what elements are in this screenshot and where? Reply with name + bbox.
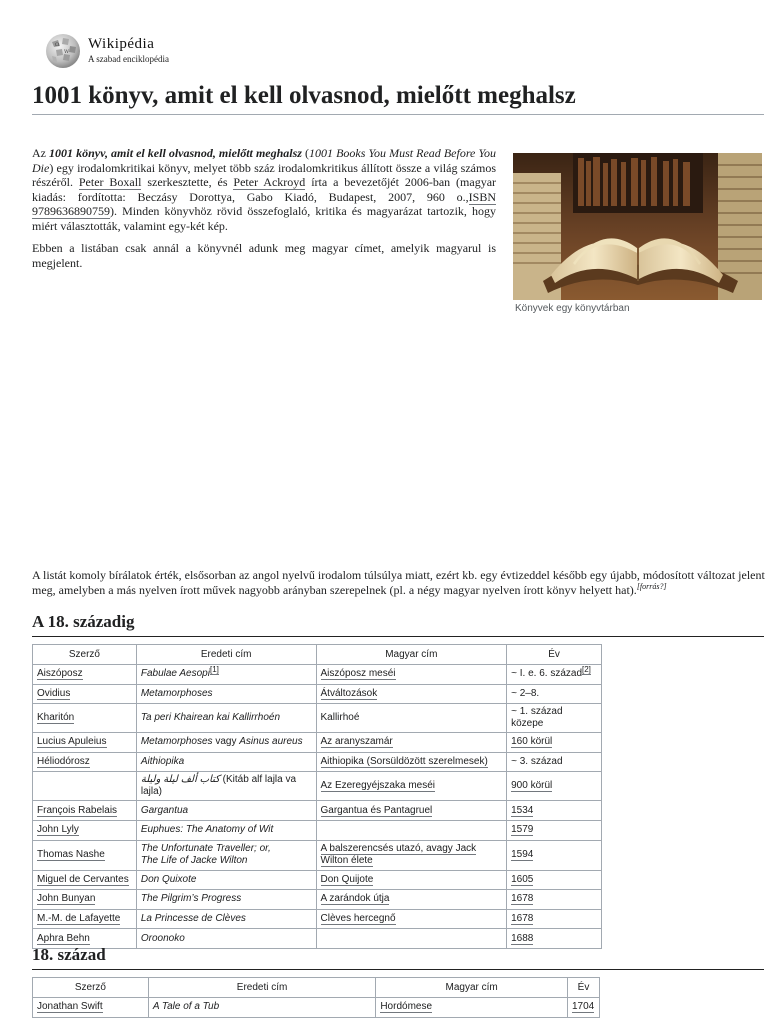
intro-paragraph-2: Ebben a listában csak annál a könyvnél adunk meg magyar címet, amelyik magyarul is megjelent. (32, 241, 496, 270)
year: ~ 1. század közepe (511, 706, 563, 730)
table-row (33, 890, 602, 910)
author-link[interactable]: John Lyly (37, 824, 79, 836)
col-author[interactable]: Szerző (33, 978, 149, 998)
author-link[interactable]: Lucius Apuleius (37, 736, 107, 748)
col-year[interactable]: Év (567, 978, 599, 998)
link-peter-boxall[interactable]: Peter Boxall (78, 175, 142, 189)
intro-title-bold: 1001 könyv, amit el kell olvasnod, mielőtt meghalsz (49, 146, 302, 160)
col-hungarian-title[interactable]: Magyar cím (316, 645, 507, 665)
year: ~ 3. század (511, 756, 563, 768)
table-header-row (33, 978, 600, 998)
original-title: The Pilgrim’s Progress (140, 893, 242, 905)
table-row (33, 909, 602, 929)
hungarian-title-link[interactable]: Don Quijote (320, 873, 374, 885)
col-hungarian-title[interactable]: Magyar cím (376, 978, 568, 998)
logo-tagline: A szabad enciklopédia (88, 54, 169, 64)
col-original-title[interactable]: Eredeti cím (148, 978, 376, 998)
original-title: La Princesse de Clèves (140, 913, 246, 925)
author-link[interactable]: Ovidius (37, 687, 71, 699)
year[interactable]: 1534 (511, 804, 534, 816)
intro-text: írta a bevezetőjét 2006-ban (magyar kiadás: fordította: Beczásy Dorottya, Gabo Kiadó, Budapest, 2007, 960 o., (32, 175, 497, 204)
hungarian-title: Kallirhoé (320, 712, 360, 724)
intro-text: szerkesztette, és (141, 175, 234, 189)
table-row (33, 772, 602, 801)
hungarian-title-link[interactable]: Aiszóposz meséi (320, 668, 396, 680)
original-title-alt: Asinus aureus (239, 736, 303, 748)
globe-icon (44, 32, 82, 70)
link-isbn[interactable]: ISBN 9789636890759 (32, 189, 496, 218)
hungarian-title-link[interactable]: A balszerencsés utazó, avagy Jack Wilton élete (320, 843, 477, 867)
original-title: The Unfortunate Traveller; or, (140, 843, 271, 855)
intro-paragraph (32, 146, 496, 233)
table-row (33, 820, 602, 840)
intro-text: ) egy irodalomkritikai könyv, melyet több száz irodalomkritikus állított össze a világ számos részéről. (32, 160, 496, 189)
critique-paragraph (32, 568, 768, 598)
original-title: Metamorphoses (140, 736, 213, 748)
table-row (33, 665, 602, 685)
author-link[interactable]: Miguel de Cervantes (37, 873, 129, 885)
table-row (33, 840, 602, 870)
reference-link[interactable]: [1] (209, 664, 219, 674)
year[interactable]: 1594 (511, 849, 534, 861)
original-title: Ta peri Khairean kai Kallirrhoén (140, 712, 280, 724)
link-peter-ackroyd[interactable]: Peter Ackroyd (233, 175, 306, 189)
year: ~ 2–8. (511, 687, 540, 699)
author-link[interactable]: Thomas Nashe (37, 849, 105, 861)
hungarian-title-link[interactable]: Aithiopika (Sorsüldözött szerelmesek) (320, 756, 488, 768)
hungarian-title-link[interactable]: Átváltozások (320, 687, 378, 699)
author-link[interactable]: Aphra Behn (37, 932, 90, 944)
original-title: Gargantua (140, 804, 189, 816)
year[interactable]: 1579 (511, 824, 534, 836)
year[interactable]: 1688 (511, 932, 534, 944)
intro-original-title: 1001 Books You Must Read Before You Die (32, 146, 497, 175)
original-title-transliteration: (Kitáb alf lajla va lajla) (140, 774, 297, 798)
year[interactable]: 900 körül (511, 780, 553, 792)
table-row (33, 998, 600, 1018)
logo-wordmark: Wikipédia (88, 36, 155, 52)
author-link[interactable]: M.-M. de Lafayette (37, 913, 121, 925)
critique-text: A listát komoly bírálatok érték, elsősorban az angol nyelvű irodalom túlsúlya miatt, ezért kb. egy évtizeddel később egy újabb, módosított változat jelent meg, amelyben a más nyelven írott művek nagyobb arányban szerepelnek (pl. a négy magyar nyelven írott könyv helyett hat). (32, 568, 765, 597)
books-table-pre-18th (32, 644, 602, 949)
original-title-arabic: كتاب ألف ليلة وليلة (140, 774, 220, 786)
intro-section (32, 146, 496, 278)
hungarian-title-link[interactable]: Gargantua és Pantagruel (320, 804, 433, 816)
table-header-row (33, 645, 602, 665)
original-title: Fabulae Aesopi (140, 668, 210, 680)
original-title-separator: vagy (212, 736, 240, 748)
col-year[interactable]: Év (507, 645, 602, 665)
books-table-18th (32, 977, 600, 1018)
table-row (33, 704, 602, 733)
year[interactable]: 160 körül (511, 736, 553, 748)
hungarian-title-link[interactable]: Az Ezeregyéjszaka meséi (320, 780, 435, 792)
original-title: Euphues: The Anatomy of Wit (140, 824, 274, 836)
citation-needed-link[interactable]: [forrás?] (636, 582, 667, 591)
hungarian-title-link[interactable]: Hordómese (380, 1001, 433, 1013)
col-original-title[interactable]: Eredeti cím (136, 645, 316, 665)
intro-text: ). Minden könyvhöz rövid összefoglaló, kritika és magyarázat tartozik, hogy miért választották, valamint egy-két kép. (32, 204, 496, 233)
author-link[interactable]: Kharitón (37, 712, 75, 724)
author-link[interactable]: Aiszóposz (37, 668, 83, 680)
author-link[interactable]: François Rabelais (37, 804, 118, 816)
svg-text:Ω: Ω (55, 42, 60, 48)
col-author[interactable]: Szerző (33, 645, 137, 665)
original-title: A Tale of a Tub (152, 1001, 220, 1013)
table-row (33, 870, 602, 890)
svg-text:W: W (64, 49, 70, 55)
section-heading-pre-18th: A 18. századig (32, 612, 764, 637)
wikipedia-logo[interactable] (44, 32, 244, 72)
year[interactable]: 1678 (511, 893, 534, 905)
reference-link[interactable]: [2] (582, 664, 591, 674)
table-row (33, 752, 602, 772)
year[interactable]: 1605 (511, 873, 534, 885)
author-link[interactable]: Héliodórosz (37, 756, 90, 768)
books-image[interactable] (513, 153, 762, 300)
hungarian-title-link[interactable]: Clèves hercegnő (320, 913, 396, 925)
table-row (33, 684, 602, 704)
page-title: 1001 könyv, amit el kell olvasnod, mielőtt meghalsz (32, 82, 764, 115)
table-row (33, 801, 602, 821)
hungarian-title-link[interactable]: A zarándok útja (320, 893, 390, 905)
original-title: Don Quixote (140, 873, 197, 885)
author-link[interactable]: Jonathan Swift (37, 1001, 103, 1013)
original-title: Oroonoko (140, 932, 185, 944)
original-title: Aithiopika (140, 756, 185, 768)
original-title: Metamorphoses (140, 687, 213, 699)
image-caption: Könyvek egy könyvtárban (515, 303, 630, 314)
section-heading-18th: 18. század (32, 945, 764, 970)
original-title-line2: The Life of Jacke Wilton (140, 855, 248, 867)
table-row (33, 733, 602, 753)
intro-text: Az (32, 146, 50, 160)
year: ~ I. e. 6. század (511, 668, 582, 680)
intro-text: ( (301, 146, 310, 160)
hungarian-title-link[interactable]: Az aranyszamár (320, 736, 393, 748)
author-link[interactable]: John Bunyan (37, 893, 96, 905)
year[interactable]: 1678 (511, 913, 534, 925)
year[interactable]: 1704 (571, 1001, 595, 1013)
